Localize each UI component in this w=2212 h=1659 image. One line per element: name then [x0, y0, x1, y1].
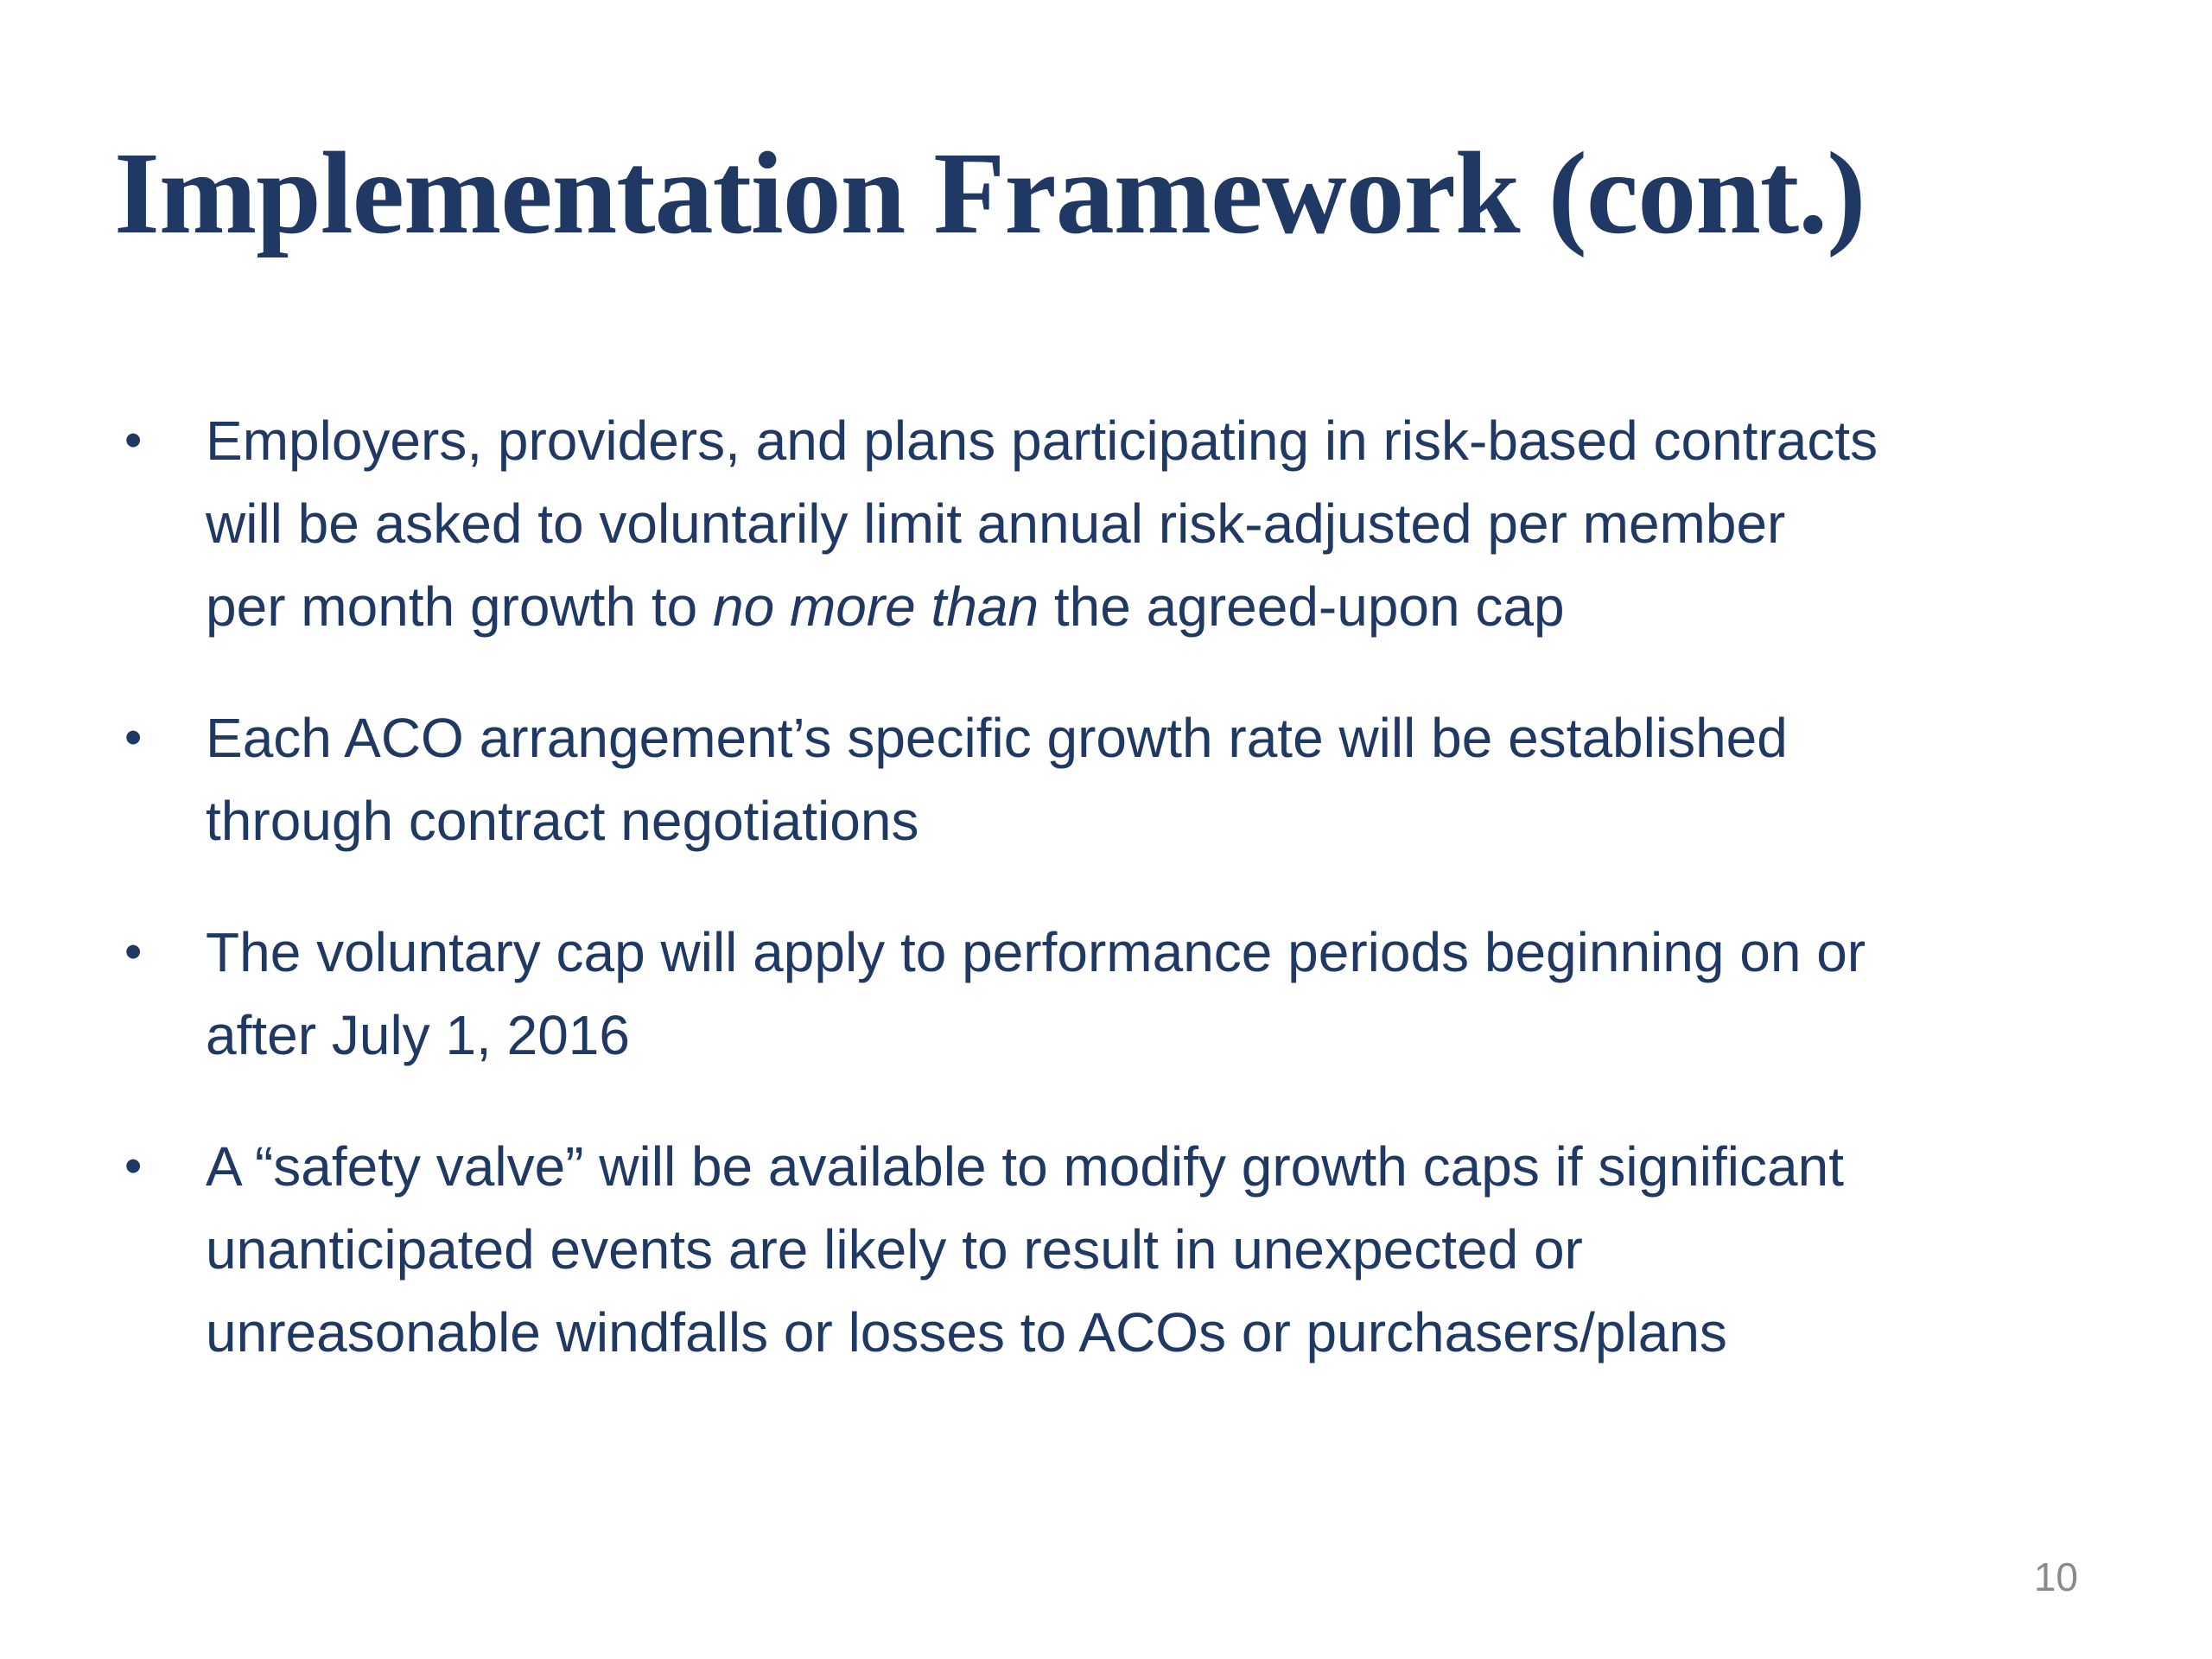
bullet-line: The voluntary cap will apply to performance periods beginning on or [206, 921, 1866, 983]
bullet-line: will be asked to voluntarily limit annual risk-adjusted per member [206, 493, 1786, 555]
bullet-line-italic-text: no more than [712, 575, 1039, 638]
bullet-icon: • [124, 1138, 143, 1194]
bullet-line: after July 1, 2016 [206, 1004, 630, 1066]
bullet-line: A “safety valve” will be available to modify growth caps if significant [206, 1135, 1844, 1198]
bullet-icon: • [124, 412, 143, 468]
bullet-icon: • [124, 924, 143, 980]
bullet-icon: • [124, 709, 143, 766]
bullet-item [121, 696, 2152, 862]
bullet-line: through contract negotiations [206, 790, 919, 852]
page-number: 10 [2033, 1554, 2078, 1599]
bullet-list [121, 399, 2152, 1422]
bullet-line: Each ACO arrangement’s specific growth rate will be established [206, 707, 1788, 769]
page-title: Implementation Framework (cont.) [114, 129, 1866, 258]
bullet-item [121, 911, 2152, 1077]
bullet-line: unanticipated events are likely to result in unexpected or [206, 1218, 1583, 1281]
bullet-line [206, 565, 2152, 648]
bullet-item [121, 399, 2152, 648]
bullet-line-text: the agreed-upon cap [1039, 575, 1565, 638]
bullet-line: Employers, providers, and plans participating in risk-based contracts [206, 410, 1878, 472]
bullet-line: unreasonable windfalls or losses to ACOs or purchasers/plans [206, 1301, 1727, 1363]
bullet-item [121, 1125, 2152, 1374]
bullet-line-text: per month growth to [206, 575, 713, 638]
